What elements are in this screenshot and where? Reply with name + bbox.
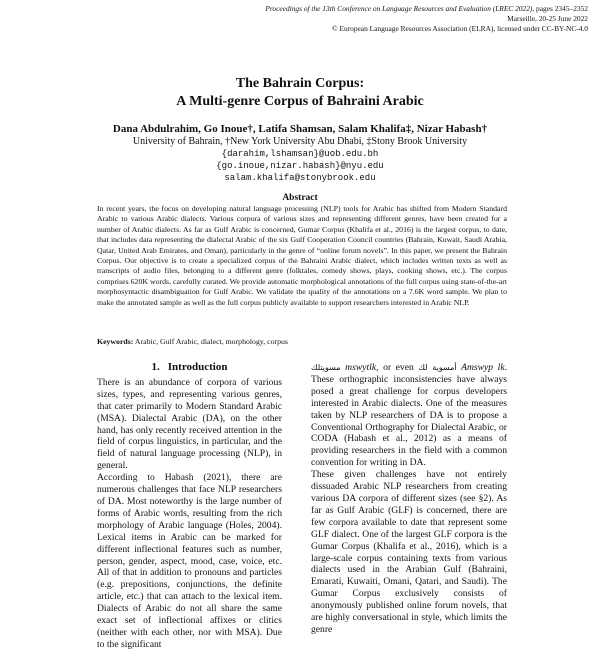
- keywords-list: Arabic, Gulf Arabic, dialect, morphology, corpus: [133, 337, 288, 346]
- right-column: [311, 362, 507, 636]
- conference-location: Marseille, 20-25 June 2022: [507, 14, 588, 23]
- title-line-1: The Bahrain Corpus:: [235, 76, 365, 91]
- keywords-line: [97, 337, 507, 347]
- paper-title: [0, 75, 600, 111]
- transliteration-2: Amswyp lk: [461, 362, 505, 373]
- abstract-text: In recent years, the focus on developing natural language processing (NLP) tools for Arabic has shifted from Modern Standard Arabic to various Arabic dialects. Various corpora of various sizes and representing different genres, have been created for a number of Arabic dialects. As far as Gulf Arabic is concerned, Gumar Corpus (Khalifa et al., 2016) is the largest corpus, to date, that includes data representing the dialectal Arabic of the six Gulf Cooperation Council countries (Bahrain, Kuwait, Saudi Arabia, Qatar, United Arab Emirates, and Oman), particularly in the genre of “online forum novels”. In this paper, we present the Bahrain Corpus. Our objective is to create a specialized corpus of the Bahraini Arabic dialect, which includes written texts as well as transcripts of audio files, belonging to a different genre (folktales, comedy shows, plays, cooking shows, etc.). The corpus comprises 620K words, carefully curated. We provide automatic morphological annotations of the full corpus using state-of-the-art morphosyntactic disambiguation for Gulf Arabic. We validate the quality of the annotations on a 7.6K word sample. We plan to make the annotated sample as well as the full corpus publicly available to support researchers interested in Arabic NLP.: [97, 204, 507, 307]
- section-title: Introduction: [167, 361, 228, 373]
- intro-paragraph-1: There is an abundance of corpora of various sizes, types, and representing various genres, that cater primarily to Modern Standard Arabic (MSA). Dialectal Arabic (DA), on the other hand, has only recently received attention in the field of corpus linguistics, in particular, and the field of natural language processing (NLP), in general.: [97, 376, 282, 472]
- copyright-notice: © European Language Resources Association (ELRA), licensed under CC-BY-NC-4.0: [331, 24, 588, 33]
- right-paragraph-1-text: . These orthographic inconsistencies have always posed a great challenge for corpus developers interested in Arabic dialects. One of the measures taken by NLP researchers of DA is to propose a Conventional Orthography for Dialectal Arabic, or CODA (Habash et al., 2012) as a means of providing researchers in the field with a common convention for writing in DA.: [311, 362, 507, 469]
- email-line-1[interactable]: {darahim,lshamsan}@uob.edu.bh: [221, 149, 379, 159]
- author-block: [0, 122, 600, 184]
- author-affiliations: University of Bahrain, †New York University Abu Dhabi, ‡Stony Brook University: [132, 136, 468, 147]
- connector-text: , or even: [376, 362, 419, 373]
- author-names: Dana Abdulrahim, Go Inoue†, Latifa Shamsan, Salam Khalifa‡, Nizar Habash†: [112, 123, 488, 135]
- title-line-2: A Multi-genre Corpus of Bahraini Arabic: [176, 94, 424, 109]
- transliteration-1: mswytlk: [345, 362, 377, 373]
- right-paragraph-2: These given challenges have not entirely dissuaded Arabic NLP researchers from creating various DA corpora of different sizes (see §2). As far as Gulf Arabic (GLF) is concerned, there are few corpora available to date that represent some GLF dialect. One of the largest GLF corpora is the Gumar Corpus (Khalifa et al., 2016), which is a large-scale corpus containing texts from various dialects used in the Arabian Gulf (Bahraini, Emarati, Kuwaiti, Omani, Qatari, and Saudi). The Gumar Corpus exclusively consists of anonymously published online forum novels, that are highly conversational in style, which limits the genre: [311, 469, 507, 635]
- proceedings-header: [228, 4, 588, 34]
- keywords-label: Keywords:: [97, 337, 134, 346]
- left-column: [97, 362, 282, 651]
- intro-paragraph-2: According to Habash (2021), there are numerous challenges that face NLP researchers of DA. Most noteworthy is the large number of forms of Arabic words, resulting from the rich morphology of Arabic language (Holes, 2004). Lexical items in Arabic can be marked for different inflectional features such as number, person, gender, aspect, mood, case, voice, etc. All of that in addition to pronouns and particles (e.g. prepositions, conjunctions, the definite article, etc.) that can attach to the lexical item. Dialects of Arabic do not all share the same exact set of inflectional affixes or clitics (neither with each other, nor with MSA). Due to the significant: [97, 472, 282, 650]
- arabic-word-2: أمسوية لك: [418, 363, 457, 372]
- page-range: , pages 2345–2352: [532, 4, 588, 13]
- email-line-3[interactable]: salam.khalifa@stonybrook.edu: [224, 173, 376, 183]
- section-number: 1.: [151, 361, 160, 373]
- arabic-word-1: مسويتلك: [311, 363, 341, 372]
- section-heading-introduction: [97, 362, 282, 374]
- abstract-heading: Abstract: [282, 193, 318, 203]
- right-paragraph-1: [311, 362, 507, 469]
- email-line-2[interactable]: {go.inoue,nizar.habash}@nyu.edu: [216, 161, 384, 171]
- proceedings-name: Proceedings of the 13th Conference on Language Resources and Evaluation (LREC 2022): [265, 4, 533, 13]
